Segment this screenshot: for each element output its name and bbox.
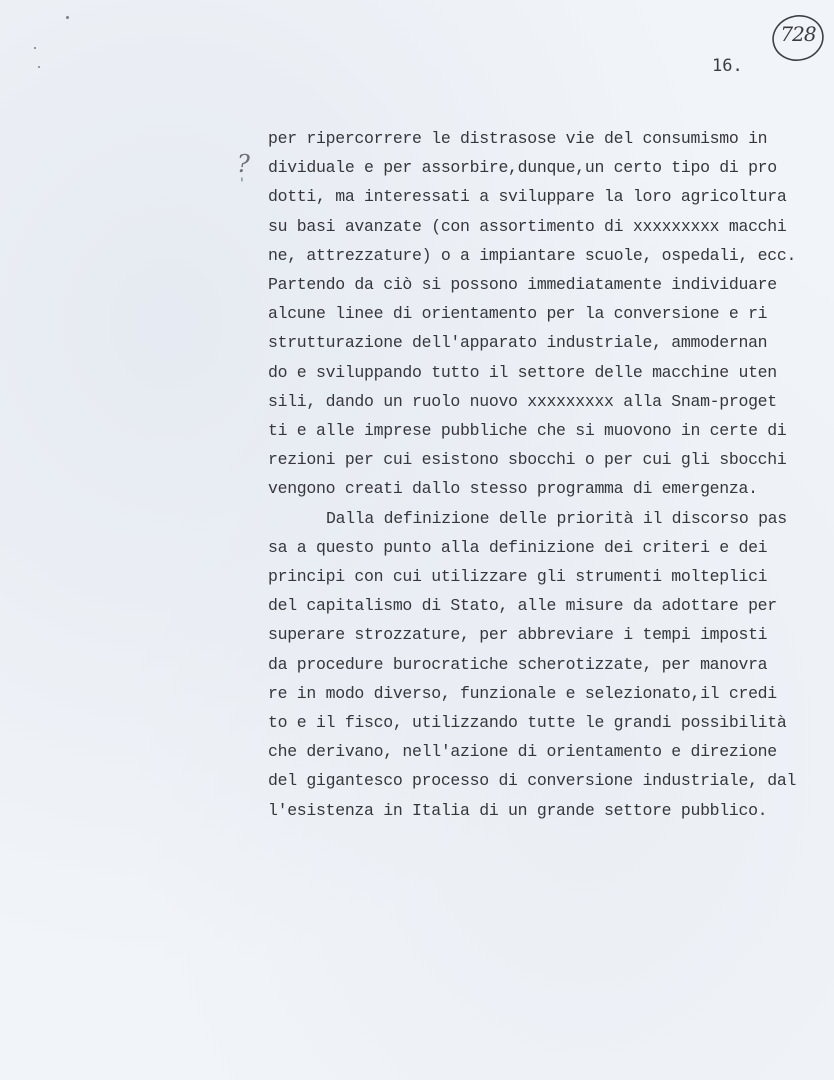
text-line: sili, dando un ruolo nuovo xxxxxxxxx alla Snam-proget <box>268 391 777 411</box>
text-line: principi con cui utilizzare gli strumenti molteplici <box>268 567 768 587</box>
text-line: da procedure burocratiche scherotizzate, per manovra <box>268 654 768 674</box>
paper-speck <box>66 16 69 19</box>
text-line: dividuale e per assorbire,dunque,un certo tipo di pro <box>268 158 777 178</box>
text-line: Partendo da ciò si possono immediatamente individuare <box>268 275 777 295</box>
text-line: strutturazione dell'apparato industriale, ammodernan <box>268 333 768 353</box>
text-line: dotti, ma interessati a sviluppare la loro agricoltura <box>268 187 787 207</box>
text-line: alcune linee di orientamento per la conversione e ri <box>268 304 768 324</box>
page-number: 16. <box>712 56 743 76</box>
paper-speck <box>38 66 40 68</box>
text-line: su basi avanzate (con assortimento di xxxxxxxxx macchi <box>268 216 787 236</box>
text-line: superare strozzature, per abbreviare i tempi imposti <box>268 625 768 645</box>
text-line: per ripercorrere le distrasose vie del consumismo in <box>268 129 768 148</box>
text-line: rezioni per cui esistono sbocchi o per cui gli sbocchi <box>268 450 787 470</box>
text-line: do e sviluppando tutto il settore delle macchine uten <box>268 362 777 382</box>
text-line: sa a questo punto alla definizione dei criteri e dei <box>268 537 768 557</box>
text-line: ne, attrezzature) o a impiantare scuole, ospedali, ecc. <box>268 245 797 265</box>
text-line: del gigantesco processo di conversione industriale, dal <box>268 771 797 791</box>
text-line: vengono creati dallo stesso programma di emergenza. <box>268 479 758 499</box>
text-line: ti e alle imprese pubbliche che si muovono in certe di <box>268 421 787 441</box>
text-line: re in modo diverso, funzionale e selezionato,il credi <box>268 683 777 703</box>
archive-number: 728 <box>780 22 816 46</box>
text-line: che derivano, nell'azione di orientamento e direzione <box>268 742 777 762</box>
text-line: l'esistenza in Italia di un grande settore pubblico. <box>268 800 768 820</box>
text-line: del capitalismo di Stato, alle misure da adottare per <box>268 596 777 616</box>
typed-text-body <box>268 124 828 825</box>
archive-number-stamp <box>770 12 826 64</box>
margin-tick: ' <box>240 176 244 192</box>
margin-question-mark: ? <box>237 150 250 178</box>
paper-speck <box>34 47 36 49</box>
text-line: to e il fisco, utilizzando tutte le grandi possibilità <box>268 713 787 733</box>
text-line: Dalla definizione delle priorità il discorso pas <box>326 508 787 528</box>
